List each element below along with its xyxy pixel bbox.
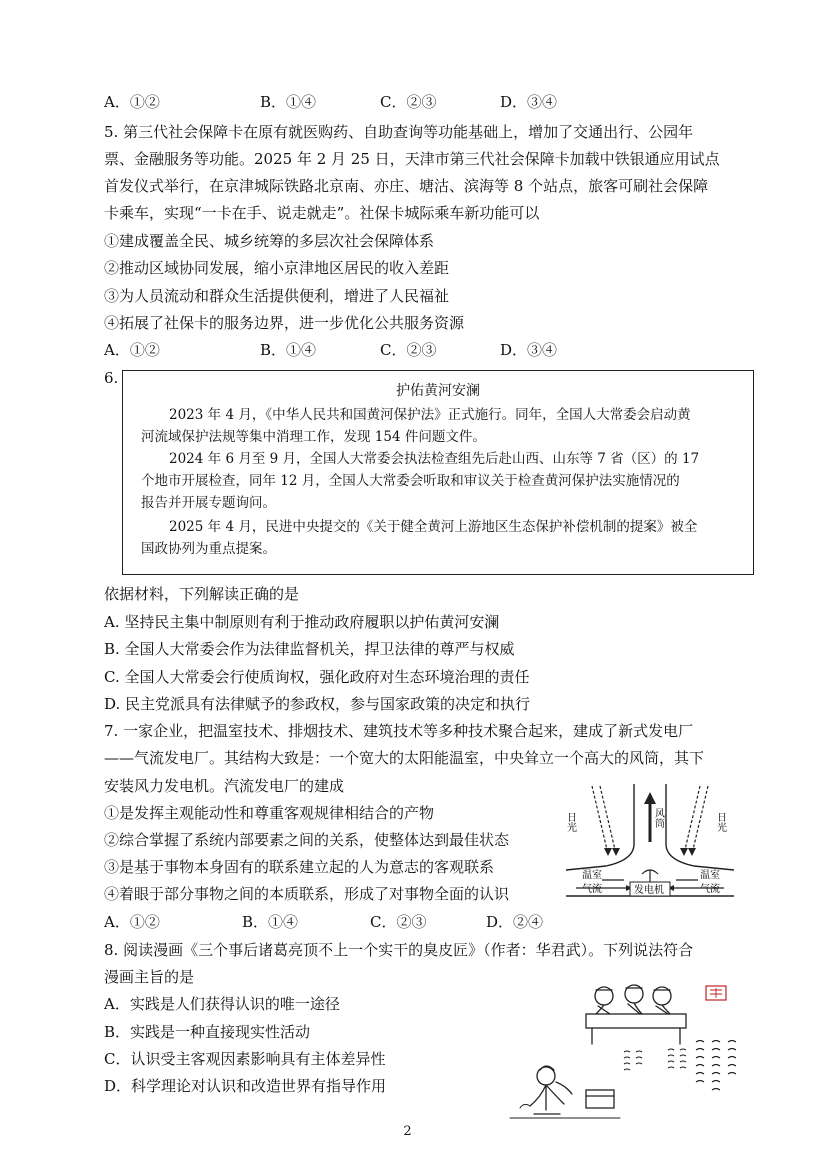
label-greenhouse-left: 温室 — [582, 870, 602, 881]
q5-options — [104, 340, 664, 360]
q6-box-line: 个地市开展检查，同年 12 月，全国人大常委会听取和审议关于检查黄河保护法实施情况的 — [141, 473, 680, 489]
q7-item-1: ①是发挥主观能动性和尊重客观规律相结合的产物 — [104, 804, 435, 822]
q5-stem-line: 首发仪式举行，在京津城际铁路北京南、亦庄、塘沽、滨海等 8 个站点，旅客可刷社会保障 — [104, 177, 709, 195]
q6-option-b[interactable]: B. 全国人大常委会作为法律监督机关，捍卫法律的尊严与权威 — [104, 640, 515, 658]
q6-box-line: 2023 年 4 月，《中华人民共和国黄河保护法》正式施行。同年，全国人大常委会启动黄 — [169, 407, 691, 423]
q6-box-line: 2024 年 6 月至 9 月，全国人大常委会执法检查组先后赴山西、山东等 7 省（区）的 17 — [169, 451, 700, 467]
q8-option-d[interactable]: D．科学理论对认识和改造世界有指导作用 — [104, 1077, 387, 1095]
q7-item-4: ④着眼于部分事物之间的本质联系，形成了对事物全面的认识 — [104, 885, 510, 903]
label-greenhouse-right: 温室 — [700, 870, 720, 881]
q6-box-line: 国政协列为重点提案。 — [141, 541, 276, 557]
q4-options — [104, 92, 664, 112]
q5-stem-line: 5. 第三代社会保障卡在原有就医购药、自助查询等功能基础上，增加了交通出行、公园年 — [104, 123, 694, 141]
solar-updraft-diagram — [562, 780, 738, 902]
q7-option-a[interactable]: A．①② — [104, 913, 160, 931]
q8-option-b[interactable]: B．实践是一种直接现实性活动 — [104, 1023, 311, 1041]
label-chimney: 风筒 — [652, 808, 664, 828]
q5-item-1: ①建成覆盖全民、城乡统筹的多层次社会保障体系 — [104, 232, 435, 250]
q7-stem-line: ——气流发电厂。其结构大致是：一个宽大的太阳能温室，中央耸立一个高大的风筒，其下 — [104, 749, 705, 767]
q5-item-3: ③为人员流动和群众生活提供便利，增进了人民福祉 — [104, 287, 450, 305]
q6-option-a[interactable]: A. 坚持民主集中制原则有利于推动政府履职以护佑黄河安澜 — [104, 613, 500, 631]
q8-stem-line: 8. 阅读漫画《三个事后诸葛亮顶不上一个实干的臭皮匠》（作者：华君武）。下列说法符合 — [104, 941, 694, 959]
q4-option-a[interactable]: A．①② — [104, 93, 160, 111]
q7-item-3: ③是基于事物本身固有的联系建立起的人为意志的客观联系 — [104, 858, 495, 876]
q7-stem-line: 安装风力发电机。汽流发电厂的建成 — [104, 777, 345, 795]
q6-box-line: 2025 年 4 月，民进中央提交的《关于健全黄河上游地区生态保护补偿机制的提案》被全 — [169, 519, 698, 535]
q5-option-c[interactable]: C．②③ — [380, 341, 437, 359]
q5-item-2: ②推动区域协同发展，缩小京津地区居民的收入差距 — [104, 259, 450, 277]
label-airflow-left: 气流 — [582, 884, 602, 895]
q8-option-c[interactable]: C．认识受主客观因素影响具有主体差异性 — [104, 1050, 386, 1068]
q5-option-a[interactable]: A．①② — [104, 341, 160, 359]
q8-option-a[interactable]: A．实践是人们获得认识的唯一途径 — [104, 995, 340, 1013]
q6-box-line: 河流域保护法规等集中消理工作，发现 154 件问题文件。 — [141, 429, 486, 445]
q4-option-d[interactable]: D．③④ — [500, 93, 558, 111]
label-generator: 发电机 — [634, 885, 664, 896]
label-sunlight-left: 日光 — [564, 812, 576, 832]
q7-option-c[interactable]: C．②③ — [370, 913, 427, 931]
q5-option-d[interactable]: D．③④ — [500, 341, 558, 359]
q5-option-b[interactable]: B．①④ — [260, 341, 317, 359]
label-sunlight-right: 日光 — [714, 812, 726, 832]
q5-stem-line: 票、金融服务等功能。2025 年 2 月 25 日，天津市第三代社会保障卡加载中铁银通应用试点 — [104, 150, 720, 168]
label-airflow-right: 气流 — [700, 884, 720, 895]
q6-option-c[interactable]: C. 全国人大常委会行使质询权，强化政府对生态环境治理的责任 — [104, 668, 530, 686]
page-number: 2 — [403, 1124, 412, 1139]
q6-option-d[interactable]: D. 民主党派具有法律赋予的参政权，参与国家政策的决定和执行 — [104, 695, 531, 713]
q6-box-title: 护佑黄河安澜 — [396, 383, 480, 399]
q5-stem-line: 卡乘车，实现“一卡在手、说走就走”。社保卡城际乘车新功能可以 — [104, 204, 540, 222]
q7-option-d[interactable]: D．②④ — [486, 913, 544, 931]
q5-item-4: ④拓展了社保卡的服务边界，进一步优化公共服务资源 — [104, 314, 465, 332]
q4-option-c[interactable]: C．②③ — [380, 93, 437, 111]
q7-item-2: ②综合掌握了系统内部要素之间的关系，使整体达到最佳状态 — [104, 831, 510, 849]
cartoon-illustration — [500, 978, 740, 1124]
q4-option-b[interactable]: B．①④ — [260, 93, 317, 111]
q7-stem-line: 7. 一家企业，把温室技术、排烟技术、建筑技术等多种技术聚合起来，建成了新式发电厂 — [104, 722, 694, 740]
q6-material-box — [122, 370, 754, 575]
q6-prompt: 依据材料，下列解读正确的是 — [104, 585, 300, 603]
q7-option-b[interactable]: B．①④ — [242, 913, 299, 931]
q6-box-line: 报告并开展专题询问。 — [141, 495, 276, 511]
q8-stem-line: 漫画主旨的是 — [104, 968, 195, 986]
q6-number: 6. — [104, 369, 119, 387]
q7-options — [104, 912, 664, 932]
